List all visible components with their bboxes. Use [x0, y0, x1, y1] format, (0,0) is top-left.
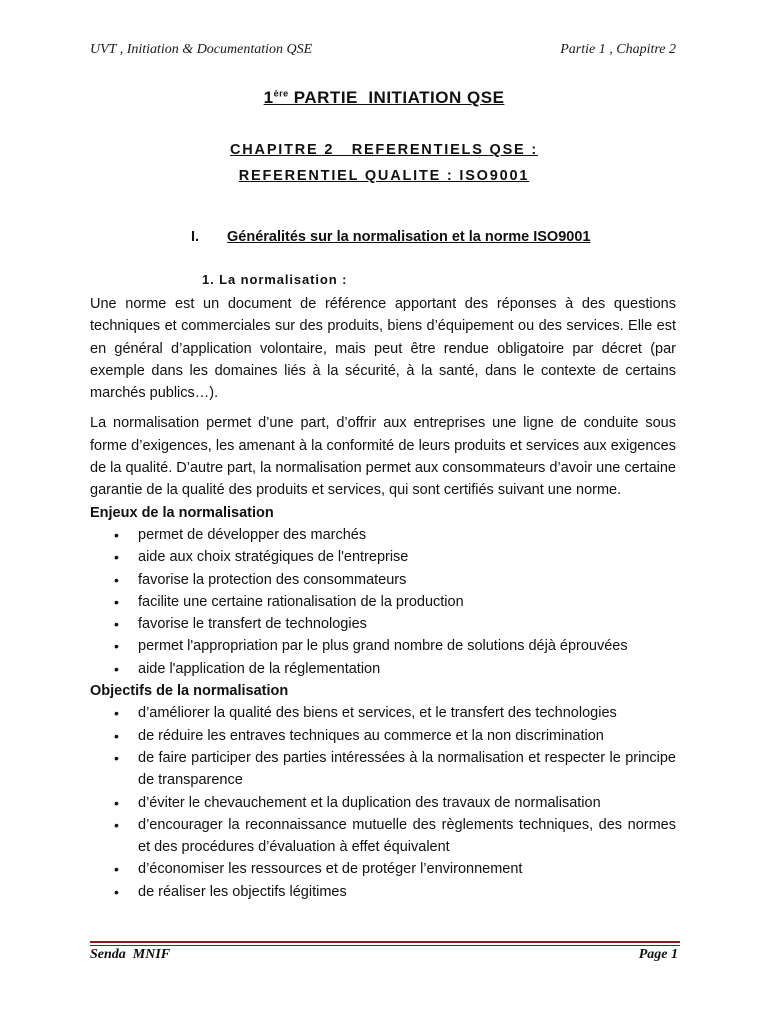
list-item: • de faire participer des parties intéressées à la normalisation et respecter le principe de transparence	[90, 747, 676, 792]
bullet-icon: •	[114, 727, 119, 744]
part-number: 1	[263, 88, 274, 107]
list-item: • aide l'application de la réglementation	[90, 658, 676, 680]
bullet-icon: •	[114, 571, 119, 588]
list-item: • aide aux choix stratégiques de l'entreprise	[90, 546, 676, 568]
list-item: • de réduire les entraves techniques au commerce et la non discrimination	[90, 725, 676, 747]
list-item: • permet de développer des marchés	[90, 524, 676, 546]
bullet-icon: •	[114, 638, 119, 655]
section-number: I.	[191, 229, 200, 245]
page-footer	[90, 947, 678, 963]
enjeux-list	[90, 524, 676, 680]
list-item: • facilite une certaine rationalisation de la production	[90, 591, 676, 613]
list-item: • favorise la protection des consommateurs	[90, 569, 676, 591]
list-item: • d’éviter le chevauchement et la duplication des travaux de normalisation	[90, 792, 676, 814]
header-left: UVT , Initiation & Documentation QSE	[90, 42, 313, 57]
footer-page-number: Page 1	[638, 947, 678, 962]
body-content	[90, 293, 676, 903]
bullet-icon: •	[114, 660, 119, 677]
part-title	[0, 88, 768, 108]
part-title-text: PARTIE INITIATION QSE	[288, 88, 505, 107]
footer-rule-thin	[90, 945, 680, 946]
page-header	[90, 42, 676, 58]
bullet-icon: •	[114, 705, 119, 722]
bullet-icon: •	[114, 616, 119, 633]
bullet-icon: •	[114, 593, 119, 610]
chapter-title-line2: REFERENTIEL QUALITE : ISO9001	[238, 168, 530, 184]
bullet-icon: •	[114, 883, 119, 900]
bullet-icon: •	[114, 526, 119, 543]
list-item: • de réaliser les objectifs légitimes	[90, 881, 676, 903]
list-item: • d’économiser les ressources et de protéger l’environnement	[90, 858, 676, 880]
footer-author: Senda MNIF	[90, 947, 171, 962]
bullet-icon: •	[114, 794, 119, 811]
list-item: • d’améliorer la qualité des biens et services, et le transfert des technologies	[90, 702, 676, 724]
list-item: • d’encourager la reconnaissance mutuelle des règlements techniques, des normes et des procédures d’évaluation à effet équivalent	[90, 814, 676, 859]
bullet-icon: •	[114, 816, 119, 833]
list-item: • permet l'appropriation par le plus grand nombre de solutions déjà éprouvées	[90, 635, 676, 657]
footer-rule-thick	[90, 941, 680, 943]
section-heading	[191, 229, 590, 245]
paragraph-definition: Une norme est un document de référence apportant des réponses à des questions techniques et commerciales sur des produits, biens d’équipement ou des services. Elle est en général d’application volontaire, mais peut être rendue obligatoire par décret (par exemple dans les domaines liés à la sécurité, à la santé, dans le contexte de certains marchés publics…).	[90, 296, 676, 402]
subsection-heading: 1. La normalisation :	[202, 272, 348, 287]
objectifs-list	[90, 702, 676, 903]
chapter-title-line1: CHAPITRE 2 REFERENTIELS QSE :	[230, 142, 538, 158]
bullet-icon: •	[114, 549, 119, 566]
bullet-icon: •	[114, 749, 119, 766]
paragraph-purpose: La normalisation permet d’une part, d’offrir aux entreprises une ligne de conduite sous forme d’exigences, les amenant à la conformité de leurs produits et services aux exigences de la qualité. D’autre part, la normalisation permet aux consommateurs d’avoir une certaine garantie de la qualité des produits et services, qui sont certifiés suivant une norme.	[90, 415, 676, 499]
bullet-icon: •	[114, 861, 119, 878]
objectifs-title: Objectifs de la normalisation	[90, 683, 289, 700]
section-title: Généralités sur la normalisation et la norme ISO9001	[227, 229, 591, 245]
header-right: Partie 1 , Chapitre 2	[560, 42, 676, 57]
enjeux-title: Enjeux de la normalisation	[90, 504, 274, 521]
list-item: • favorise le transfert de technologies	[90, 613, 676, 635]
part-number-superscript: ère	[273, 88, 289, 99]
